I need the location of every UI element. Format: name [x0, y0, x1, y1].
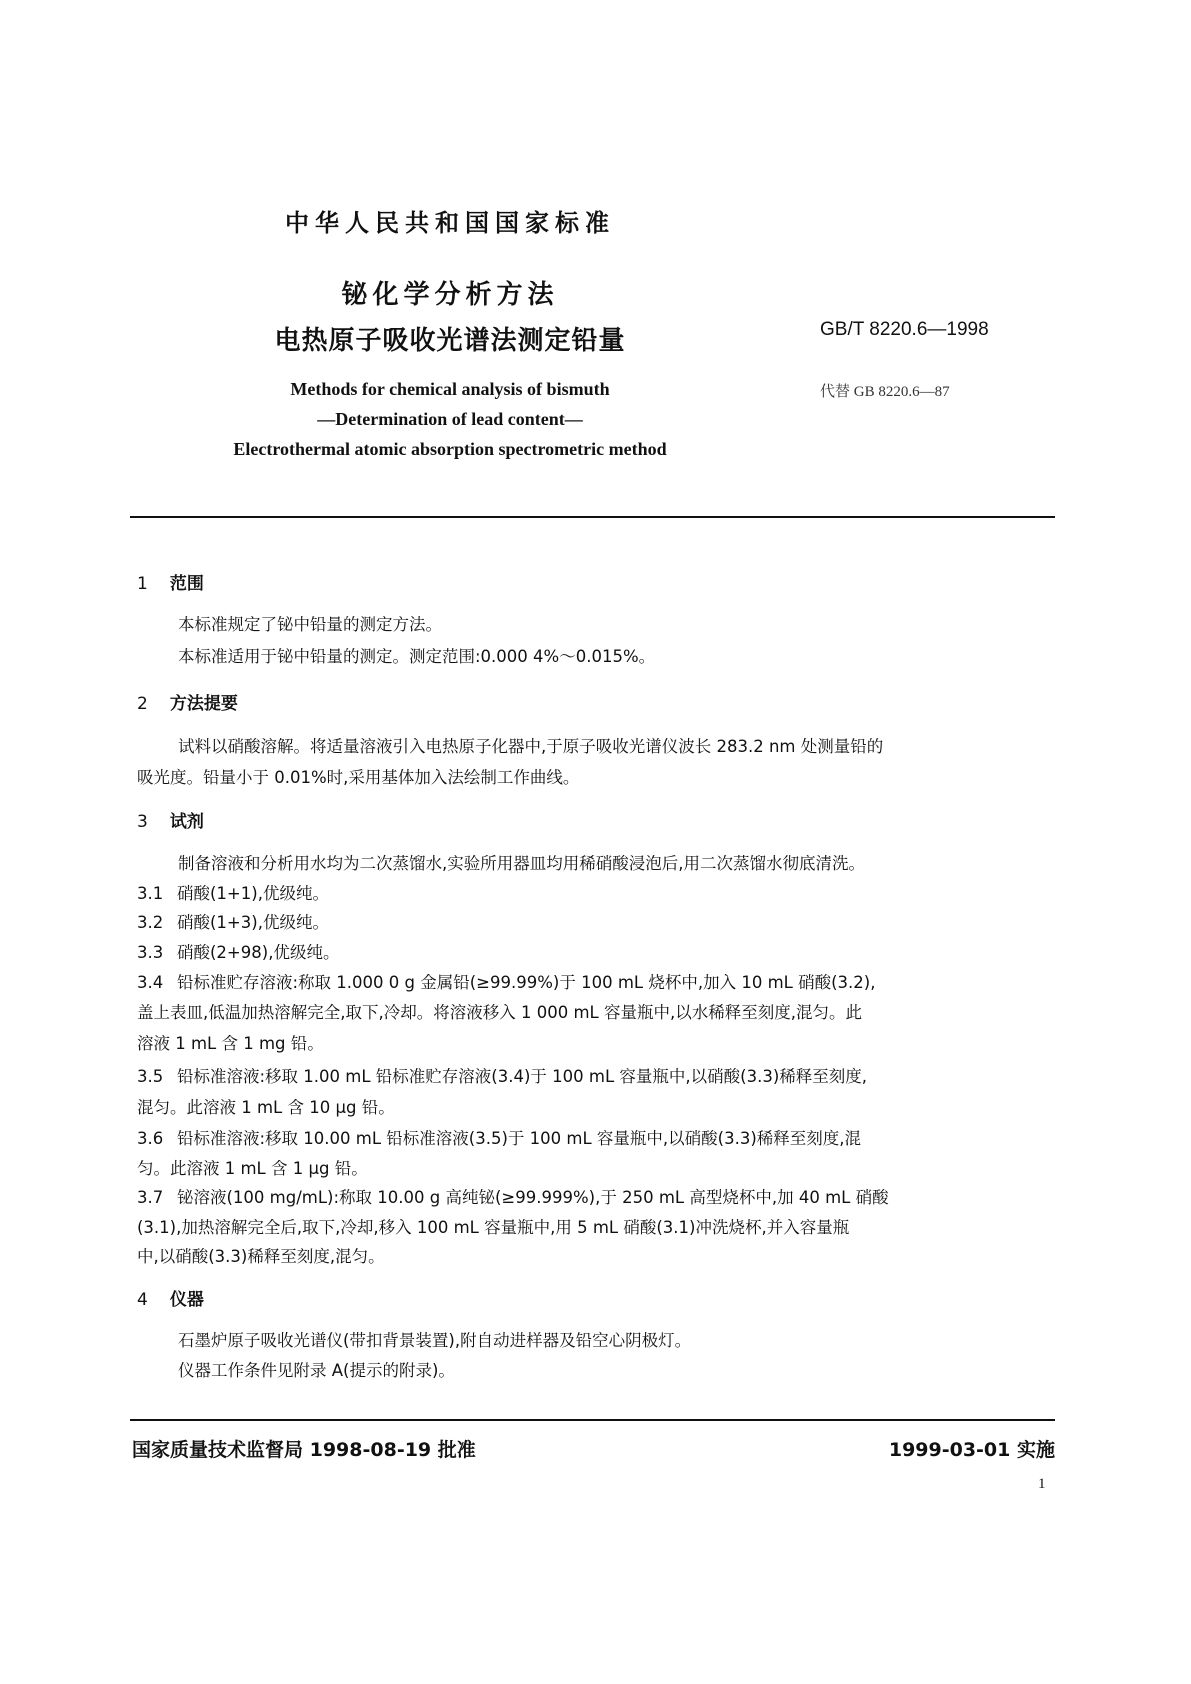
standard-number: GB/T 8220.6—1998	[820, 319, 989, 340]
english-title-3: Electrothermal atomic absorption spectrometric method	[233, 439, 667, 459]
replaces-note: 代替 GB 8220.6—87	[820, 384, 950, 400]
english-title-2: —Determination of lead content—	[317, 409, 583, 429]
paragraph-line: 溶液 1 mL 含 1 mg 铅。	[137, 1034, 324, 1053]
paragraph-line: 盖上表皿,低温加热溶解完全,取下,冷却。将溶液移入 1 000 mL 容量瓶中,以水稀释至刻度,混匀。此	[137, 1003, 862, 1022]
paragraph-line: 本标准适用于铋中铅量的测定。测定范围:0.000 4%～0.015%。	[178, 647, 656, 666]
section-heading: 1 范围	[137, 574, 204, 594]
clause-3-5: 3.5 铅标准溶液:移取 1.00 mL 铅标准贮存溶液(3.4)于 100 mL 容量瓶中,以硝酸(3.3)稀释至刻度,	[137, 1067, 868, 1086]
page-number: 1	[1038, 1476, 1046, 1492]
clause-3-7: 3.7 铋溶液(100 mg/mL):称取 10.00 g 高纯铋(≥99.999%),于 250 mL 高型烧杯中,加 40 mL 硝酸	[137, 1188, 889, 1207]
section-heading: 2 方法提要	[137, 694, 238, 714]
effective-date: 1999-03-01 实施	[888, 1439, 1055, 1461]
paragraph-line: 吸光度。铅量小于 0.01%时,采用基体加入法绘制工作曲线。	[137, 768, 580, 787]
paragraph-line: (3.1),加热溶解完全后,取下,冷却,移入 100 mL 容量瓶中,用 5 mL 硝酸(3.1)冲洗烧杯,并入容量瓶	[137, 1218, 850, 1237]
approval-date: 国家质量技术监督局 1998-08-19 批准	[132, 1439, 476, 1461]
title-line-1: 铋化学分析方法	[341, 280, 559, 310]
clause-3-6: 3.6 铅标准溶液:移取 10.00 mL 铅标准溶液(3.5)于 100 mL 容量瓶中,以硝酸(3.3)稀释至刻度,混	[137, 1129, 862, 1148]
paragraph-line: 本标准规定了铋中铅量的测定方法。	[178, 615, 442, 634]
clause-3-2: 3.2 硝酸(1+3),优级纯。	[137, 913, 329, 932]
paragraph-line: 中,以硝酸(3.3)稀释至刻度,混匀。	[137, 1247, 385, 1266]
footer-rule	[130, 1419, 1055, 1421]
paragraph-line: 石墨炉原子吸收光谱仪(带扣背景装置),附自动进样器及铅空心阴极灯。	[178, 1331, 692, 1350]
paragraph-line: 混匀。此溶液 1 mL 含 10 μg 铅。	[137, 1098, 395, 1117]
clause-3-4: 3.4 铅标准贮存溶液:称取 1.000 0 g 金属铅(≥99.99%)于 100 mL 烧杯中,加入 10 mL 硝酸(3.2),	[137, 973, 876, 992]
section-heading: 4 仪器	[137, 1290, 204, 1310]
clause-3-3: 3.3 硝酸(2+98),优级纯。	[137, 943, 340, 962]
clause-3-1: 3.1 硝酸(1+1),优级纯。	[137, 884, 329, 903]
section-heading: 3 试剂	[137, 812, 204, 832]
paragraph-line: 仪器工作条件见附录 A(提示的附录)。	[178, 1361, 455, 1380]
title-line-2: 电热原子吸收光谱法测定铅量	[274, 326, 626, 356]
english-title-1: Methods for chemical analysis of bismuth	[290, 379, 610, 399]
paragraph-line: 试料以硝酸溶解。将适量溶液引入电热原子化器中,于原子吸收光谱仪波长 283.2 nm 处测量铅的	[178, 737, 884, 756]
paragraph-line: 制备溶液和分析用水均为二次蒸馏水,实验所用器皿均用稀硝酸浸泡后,用二次蒸馏水彻底清洗。	[178, 854, 865, 873]
paragraph-line: 匀。此溶液 1 mL 含 1 μg 铅。	[137, 1159, 368, 1178]
national-standard-heading: 中华人民共和国国家标准	[285, 209, 615, 237]
header-rule	[130, 516, 1055, 518]
